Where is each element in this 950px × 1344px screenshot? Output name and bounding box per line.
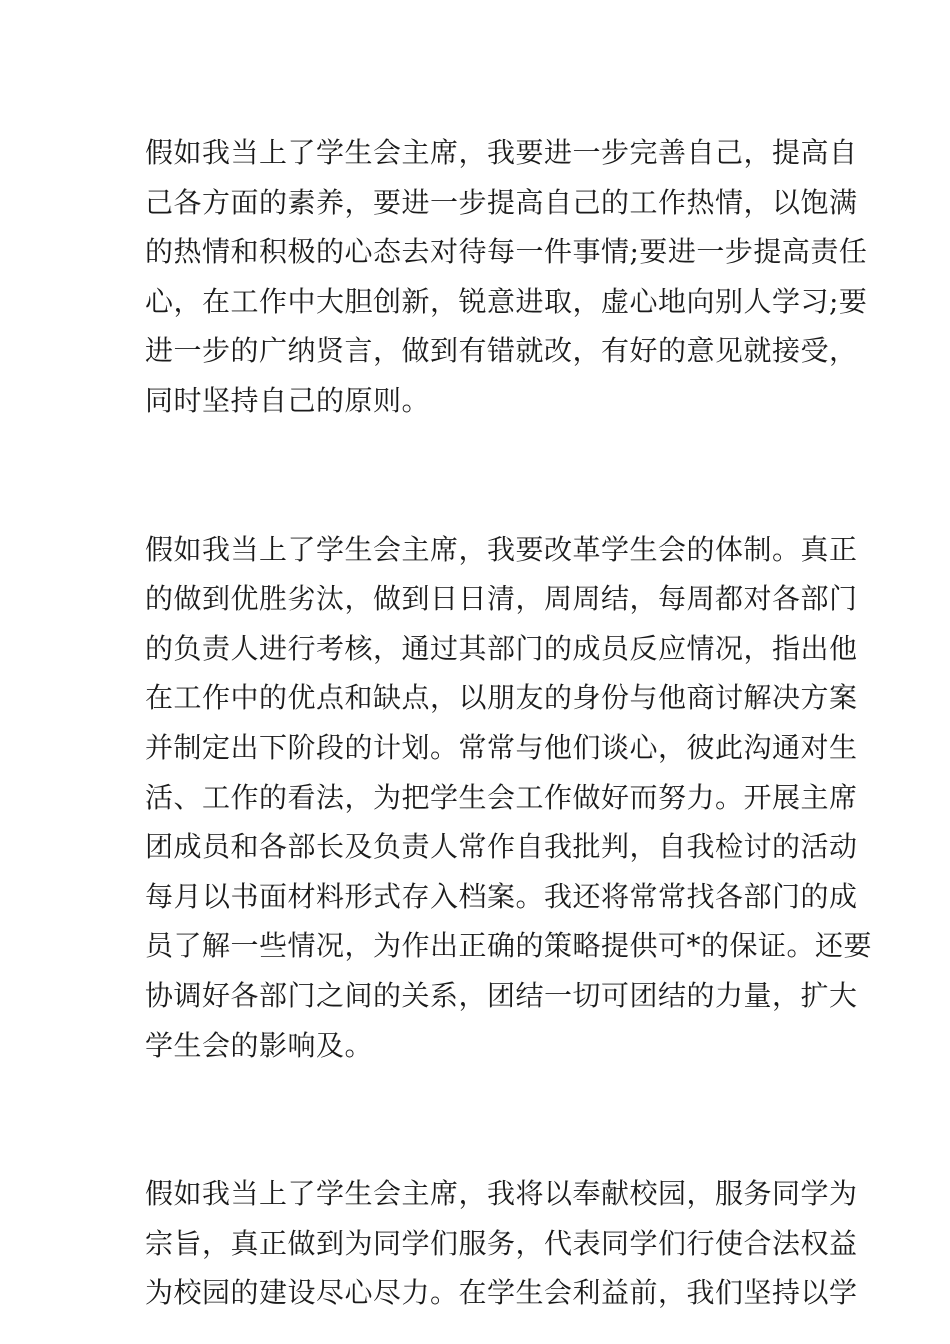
text-line: 协调好各部门之间的关系，团结一切可团结的力量，扩大 [145, 978, 858, 1012]
document-body [145, 128, 873, 1318]
text-line: 的负责人进行考核，通过其部门的成员反应情况，指出他 [145, 631, 858, 665]
paragraph-spacer [145, 426, 810, 525]
paragraph-1 [145, 128, 868, 426]
text-line: 学生会的影响及。 [145, 1028, 374, 1062]
text-line: 在工作中的优点和缺点，以朋友的身份与他商讨解决方案 [145, 681, 858, 715]
text-line: 己各方面的素养，要进一步提高自己的工作热情，以饱满 [145, 185, 858, 219]
text-line: 的热情和积极的心态去对待每一件事情;要进一步提高责任 [145, 235, 868, 269]
text-line: 心，在工作中大胆创新，锐意进取，虚心地向别人学习;要 [145, 284, 868, 318]
paragraph-spacer [145, 1070, 810, 1169]
text-line: 并制定出下阶段的计划。常常与他们谈心，彼此沟通对生 [145, 730, 858, 764]
paragraph-2 [145, 525, 873, 1071]
text-line: 宗旨，真正做到为同学们服务，代表同学们行使合法权益 [145, 1226, 858, 1260]
text-line: 活、工作的看法，为把学生会工作做好而努力。开展主席 [145, 780, 858, 814]
text-line: 假如我当上了学生会主席，我要进一步完善自己，提高自 [145, 136, 858, 169]
text-line: 同时坚持自己的原则。 [145, 383, 431, 417]
text-line: 员了解一些情况，为作出正确的策略提供可*的保证。还要 [145, 929, 873, 963]
text-line: 的做到优胜劣汰，做到日日清，周周结，每周都对各部门 [145, 582, 858, 616]
text-line: 假如我当上了学生会主席，我将以奉献校园，服务同学为 [145, 1177, 858, 1211]
text-line: 进一步的广纳贤言，做到有错就改，有好的意见就接受， [145, 334, 858, 368]
text-line: 为校园的建设尽心尽力。在学生会利益前，我们坚持以学 [145, 1276, 858, 1310]
text-line: 假如我当上了学生会主席，我要改革学生会的体制。真正 [145, 532, 858, 566]
text-line: 团成员和各部长及负责人常作自我批判，自我检讨的活动 [145, 830, 858, 864]
paragraph-3 [145, 1169, 858, 1318]
text-line: 每月以书面材料形式存入档案。我还将常常找各部门的成 [145, 879, 858, 913]
